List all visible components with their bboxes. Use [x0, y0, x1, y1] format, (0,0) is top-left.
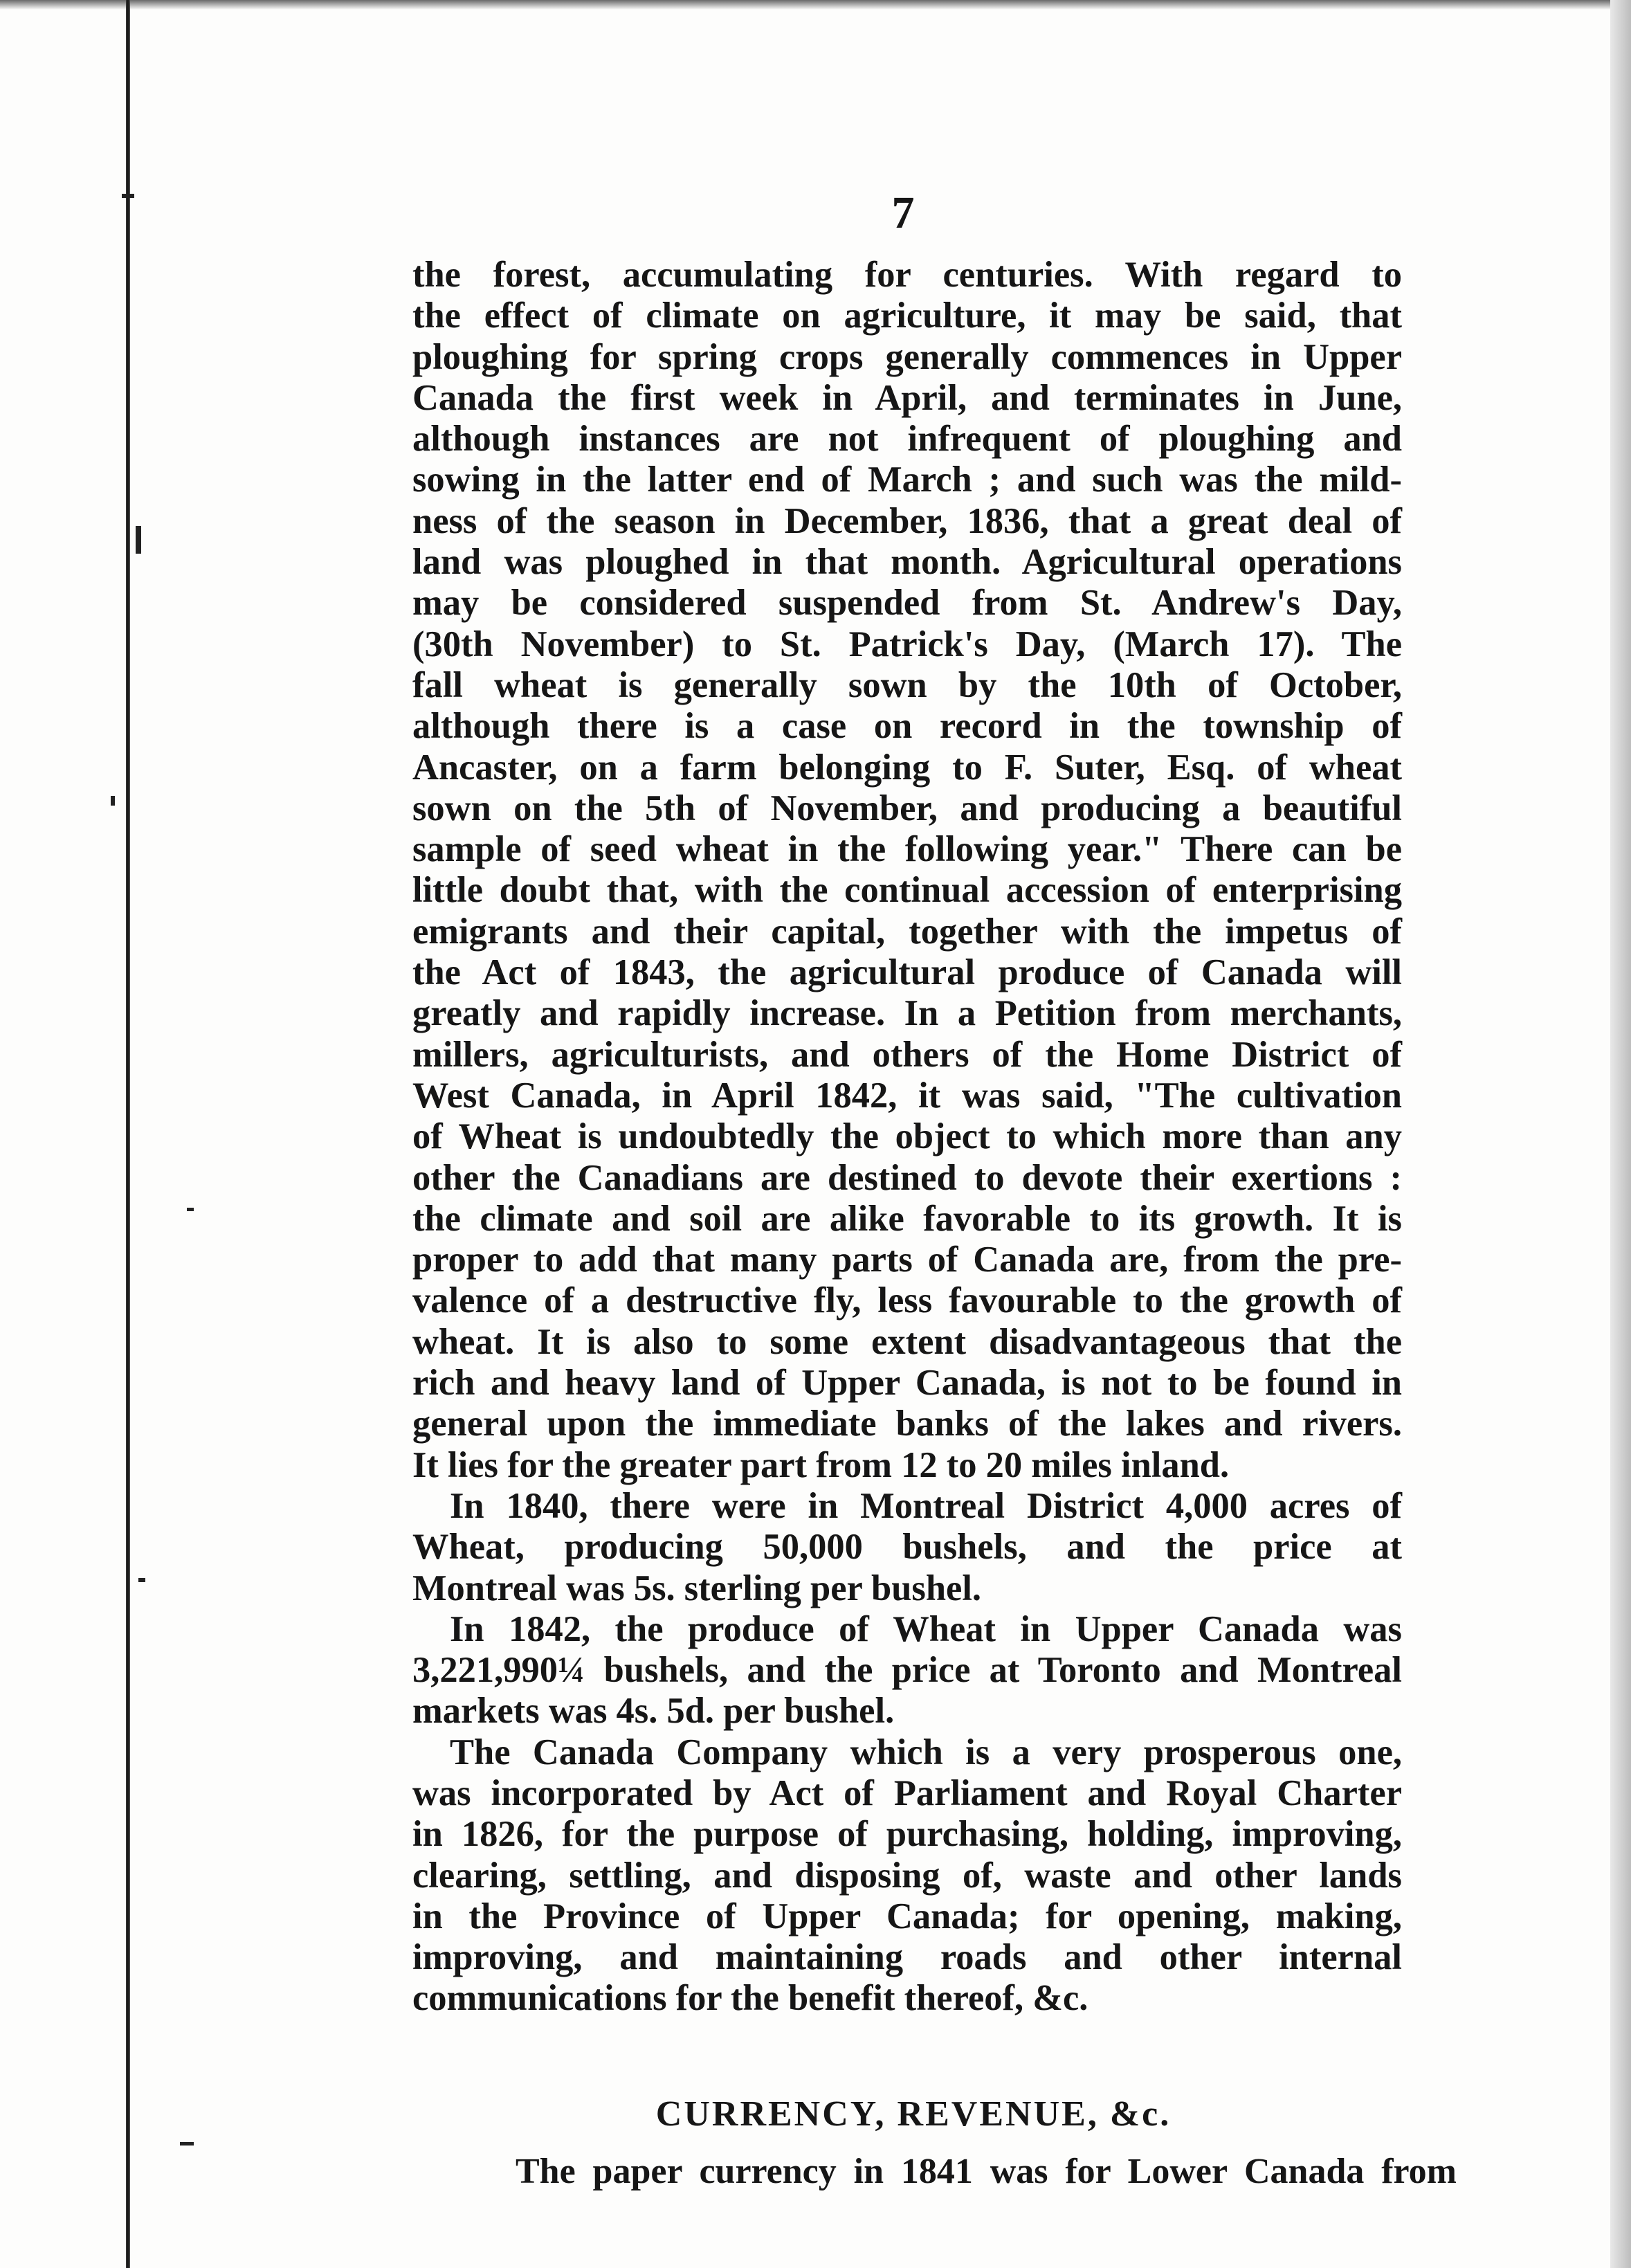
body-line: Ancaster, on a farm belonging to F. Suter, Esq. of wheat — [412, 747, 1402, 788]
body-line: improving, and maintaining roads and other internal — [412, 1937, 1402, 1978]
body-line: land was ploughed in that month. Agricultural operations — [412, 542, 1402, 583]
binding-line — [126, 0, 130, 2268]
body-line: although there is a case on record in the township of — [412, 706, 1402, 747]
body-line: (30th November) to St. Patrick's Day, (March 17). The — [412, 624, 1402, 664]
body-line: greatly and rapidly increase. In a Petition from merchants, — [412, 993, 1402, 1034]
body-line: ness of the season in December, 1836, that a great deal of — [412, 500, 1402, 541]
body-line: valence of a destructive fly, less favourable to the growth of — [412, 1280, 1402, 1321]
binding-mark — [136, 526, 141, 554]
section-heading: CURRENCY, REVENUE, &c. — [655, 2094, 1172, 2134]
binding-mark — [180, 2142, 194, 2145]
binding-mark — [122, 194, 134, 198]
page-number: 7 — [891, 188, 915, 238]
body-line: other the Canadians are destined to devote their exertions : — [412, 1157, 1402, 1198]
body-line: 3,221,990¼ bushels, and the price at Toronto and Montreal — [412, 1650, 1402, 1691]
body-line: sowing in the latter end of March ; and such was the mild- — [412, 460, 1402, 500]
body-line: was incorporated by Act of Parliament and Royal Charter — [412, 1772, 1402, 1813]
binding-mark — [111, 796, 115, 806]
body-line: wheat. It is also to some extent disadvantageous that the — [412, 1321, 1402, 1362]
body-line: the forest, accumulating for centuries. With regard to — [412, 255, 1402, 295]
body-line: Wheat, producing 50,000 bushels, and the price at — [412, 1527, 1402, 1568]
body-line: West Canada, in April 1842, it was said, "The cultivation — [412, 1075, 1402, 1116]
body-line: sown on the 5th of November, and producing a beautiful — [412, 788, 1402, 828]
body-line: the Act of 1843, the agricultural produce of Canada will — [412, 952, 1402, 993]
body-line: in 1826, for the purpose of purchasing, holding, improving, — [412, 1814, 1402, 1855]
body-line: It lies for the greater part from 12 to 20 miles inland. — [412, 1444, 1230, 1485]
body-line: emigrants and their capital, together with the impetus of — [412, 911, 1402, 952]
body-line: markets was 4s. 5d. per bushel. — [412, 1691, 895, 1732]
body-text — [412, 255, 1402, 2020]
body-line: The paper currency in 1841 was for Lower Canada from — [516, 2152, 1457, 2191]
body-line: ploughing for spring crops generally commences in Upper — [412, 336, 1402, 377]
body-line: general upon the immediate banks of the lakes and rivers. — [412, 1404, 1402, 1444]
body-line: although instances are not infrequent of ploughing and — [412, 419, 1402, 460]
page-top-edge — [0, 0, 1631, 10]
body-line: may be considered suspended from St. Andrew's Day, — [412, 583, 1402, 624]
body-line: clearing, settling, and disposing of, waste and other lands — [412, 1855, 1402, 1896]
body-line: of Wheat is undoubtedly the object to which more than any — [412, 1116, 1402, 1157]
page-right-edge — [1610, 0, 1631, 2268]
body-line: The Canada Company which is a very prosperous one, — [450, 1732, 1402, 1772]
body-line: the climate and soil are alike favorable to its growth. It is — [412, 1198, 1402, 1239]
body-line: sample of seed wheat in the following year." There can be — [412, 829, 1402, 870]
body-line: proper to add that many parts of Canada are, from the pre- — [412, 1240, 1402, 1280]
body-line: in the Province of Upper Canada; for opening, making, — [412, 1896, 1402, 1936]
body-line: rich and heavy land of Upper Canada, is not to be found in — [412, 1363, 1402, 1404]
body-line: little doubt that, with the continual accession of enterprising — [412, 870, 1402, 911]
body-line: millers, agriculturists, and others of the Home District of — [412, 1034, 1402, 1075]
body-line: Canada the first week in April, and terminates in June, — [412, 377, 1402, 418]
body-line: In 1842, the produce of Wheat in Upper Canada was — [450, 1608, 1402, 1649]
body-line: communications for the benefit thereof, &c. — [412, 1978, 1088, 2019]
body-line: Montreal was 5s. sterling per bushel. — [412, 1568, 982, 1608]
binding-mark — [187, 1208, 194, 1211]
body-line: fall wheat is generally sown by the 10th of October, — [412, 664, 1402, 705]
binding-mark — [138, 1578, 145, 1582]
body-line: In 1840, there were in Montreal District 4,000 acres of — [450, 1485, 1402, 1526]
body-line: the effect of climate on agriculture, it may be said, that — [412, 296, 1402, 336]
